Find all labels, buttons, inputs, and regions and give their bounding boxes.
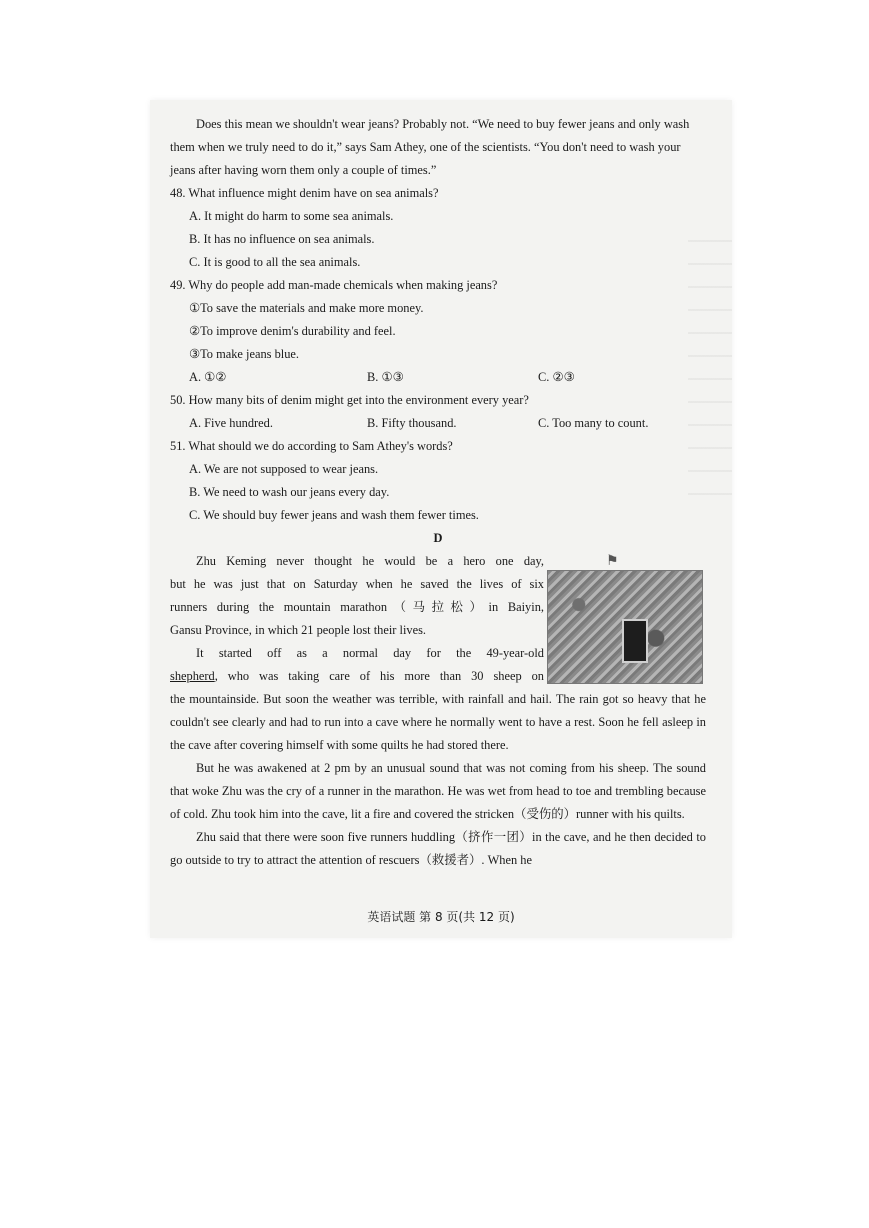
cave-photo xyxy=(547,553,703,684)
passage-d-line-1: Zhu Keming never thought he would be a hero one day, xyxy=(196,554,544,568)
passage-d-line-3: runners during the mountain marathon（马拉松）in Baiyin, xyxy=(170,600,544,614)
question-50-option-b: B. Fifty thousand. xyxy=(367,416,457,430)
question-49-stem: 49. Why do people add man-made chemicals when making jeans? xyxy=(170,278,498,292)
question-49-item-3: ③To make jeans blue. xyxy=(189,347,300,361)
question-50-stem: 50. How many bits of denim might get into the environment every year? xyxy=(170,393,529,407)
passage-d-paragraph-2-rest: the mountainside. But soon the weather was terrible, with rainfall and hail. The rain got so heavy that he couldn't see clearly and had to run into a cave where he normally went to have a rest. Soon he fell asleep in the cave after covering himself with some quilts he had stored there. xyxy=(170,692,706,752)
cave-flag-icon: ⚑ xyxy=(606,553,619,569)
question-48-option-a: A. It might do harm to some sea animals. xyxy=(189,209,394,223)
question-49-option-c: C. ②③ xyxy=(538,370,575,384)
question-50-options xyxy=(170,412,706,435)
passage-d-line-6-rest: , who was taking care of his more than 30 sheep on xyxy=(214,669,544,683)
passage-d-paragraph-3: But he was awakened at 2 pm by an unusual sound that was not coming from his sheep. The sound that woke Zhu was the cry of a runner in the marathon. He was wet from head to toe and trembling because of cold. Zhu took him into the cave, lit a fire and covered the stricken（受伤的）runner with his quilts. xyxy=(170,761,706,821)
underlined-word-shepherd: shepherd xyxy=(170,669,215,683)
cave-entrance xyxy=(622,619,648,663)
question-50-option-c: C. Too many to count. xyxy=(538,416,649,430)
question-48-stem: 48. What influence might denim have on sea animals? xyxy=(170,186,439,200)
passage-d-line-2: but he was just that on Saturday when he saved the lives of six xyxy=(170,577,544,591)
question-49-item-1: ①To save the materials and make more money. xyxy=(189,301,424,315)
question-49-option-b: B. ①③ xyxy=(367,370,404,384)
question-49-item-2: ②To improve denim's durability and feel. xyxy=(189,324,396,338)
question-48-option-c: C. It is good to all the sea animals. xyxy=(189,255,361,269)
page-footer: 英语试题 第 8 页(共 12 页) xyxy=(367,910,515,924)
section-d-heading: D xyxy=(433,531,443,545)
question-51-option-b: B. We need to wash our jeans every day. xyxy=(189,485,390,499)
question-48-option-b: B. It has no influence on sea animals. xyxy=(189,232,375,246)
question-51-stem: 51. What should we do according to Sam Athey's words? xyxy=(170,439,453,453)
intro-paragraph: Does this mean we shouldn't wear jeans? Probably not. “We need to buy fewer jeans and only wash them when we truly need to do it,” says Sam Athey, one of the scientists. “You don't need to wash your jeans after having worn them only a couple of times.” xyxy=(170,117,690,177)
section-d-wrapped-text xyxy=(170,550,544,688)
passage-d-line-4: Gansu Province, in which 21 people lost their lives. xyxy=(170,623,427,637)
passage-d-line-6 xyxy=(170,665,544,688)
question-50-option-a: A. Five hundred. xyxy=(189,416,273,430)
passage-d-line-5: It started off as a normal day for the 49-year-old xyxy=(196,646,544,660)
question-49-options xyxy=(170,366,706,389)
passage-d-paragraph-4: Zhu said that there were soon five runners huddling（挤作一团）in the cave, and he then decided to go outside to try to attract the attention of rescuers（救援者）. When he xyxy=(170,830,706,867)
question-51-option-c: C. We should buy fewer jeans and wash them fewer times. xyxy=(189,508,479,522)
page-content xyxy=(170,113,706,872)
question-49-option-a: A. ①② xyxy=(189,370,227,384)
question-51-option-a: A. We are not supposed to wear jeans. xyxy=(189,462,379,476)
